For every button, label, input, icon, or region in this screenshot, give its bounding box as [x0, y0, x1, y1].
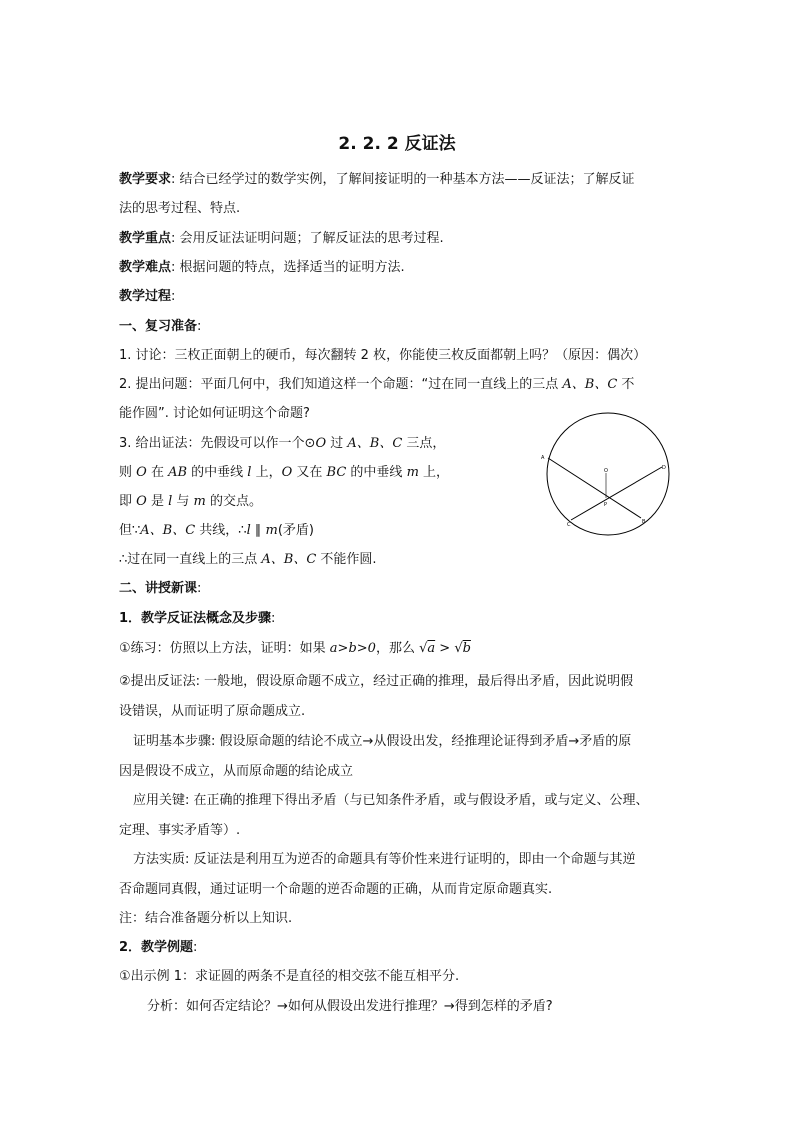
page-title: 2. 2. 2 反证法	[338, 134, 456, 154]
proof-line-1: 3. 给出证法：先假设可以作一个⊙O 过 A、B、C 三点，	[119, 436, 446, 451]
proof-line-2: 则 O 在 AB 的中垂线 l 上，O 又在 BC 的中垂线 m 上，	[119, 465, 450, 480]
sqrt-b: √b	[454, 641, 471, 656]
example-1: ①出示例 1：求证圆的两条不是直径的相交弦不能互相平分.	[119, 969, 460, 984]
label-p: P	[604, 502, 608, 508]
teaching-difficulty: 教学难点: 根据问题的特点，选择适当的证明方法.	[119, 260, 405, 275]
label-b: B	[642, 519, 646, 525]
analysis-line: 分析：如何否定结论？→如何从假设出发进行推理？→得到怎样的矛盾?	[147, 999, 553, 1014]
proof-conclusion: ∴过在同一直线上的三点 A、B、C 不能作圆.	[119, 552, 377, 567]
basic-steps-line-2: 因是假设不成立，从而原命题的结论成立	[119, 764, 354, 779]
label-o: O	[604, 468, 608, 474]
teaching-process-heading: 教学过程:	[119, 289, 176, 304]
section-new-lesson-heading: 二、讲授新课:	[119, 581, 202, 596]
chord-c-d	[571, 467, 662, 520]
label-c: C	[567, 522, 571, 528]
method-essence-line-1: 方法实质: 反证法是利用互为逆否的命题具有等价性来进行证明的，即由一个命题与其逆	[133, 852, 636, 867]
question-1: 1. 讨论：三枚正面朝上的硬币，每次翻转 2 枚，你能使三枚反面都朝上吗？（原因：偶次）	[119, 348, 647, 363]
chord-a-b	[548, 458, 641, 518]
question-2-line-1: 2. 提出问题：平面几何中，我们知道这样一个命题：“过在同一直线上的三点 A、B、C 不	[119, 377, 635, 392]
note-line: 注：结合准备题分析以上知识.	[119, 911, 293, 926]
subsection-concept-heading: 1．教学反证法概念及步骤:	[119, 611, 276, 626]
teaching-requirement-line-2: 法的思考过程、特点.	[119, 201, 241, 216]
circle-geometry-figure	[538, 410, 678, 540]
proof-by-contradiction-line-1: ②提出反证法: 一般地，假设原命题不成立，经过正确的推理，最后得出矛盾，因此说明假	[119, 674, 634, 689]
subsection-examples-heading: 2．教学例题:	[119, 940, 198, 955]
sqrt-a: √a	[419, 641, 436, 656]
exercise-line: ①练习：仿照以上方法，证明：如果 a>b>0，那么 √a > √b	[119, 641, 471, 656]
teaching-requirement-line-1: 教学要求: 结合已经学过的数学实例，了解间接证明的一种基本方法——反证法；了解反证	[119, 172, 635, 187]
application-key-line-1: 应用关键: 在正确的推理下得出矛盾（与已知条件矛盾，或与假设矛盾，或与定义、公理、	[133, 793, 649, 808]
method-essence-line-2: 否命题同真假，通过证明一个命题的逆否命题的正确，从而肯定原命题真实.	[119, 882, 553, 897]
basic-steps-line-1: 证明基本步骤: 假设原命题的结论不成立→从假设出发，经推理论证得到矛盾→矛盾的原	[133, 734, 632, 749]
label-d: D	[662, 465, 666, 471]
label-a: A	[541, 455, 545, 461]
proof-line-3: 即 O 是 l 与 m 的交点。	[119, 494, 262, 509]
application-key-line-2: 定理、事实矛盾等）.	[119, 823, 241, 838]
requirement-label: 教学要求	[119, 172, 172, 187]
section-review-heading: 一、复习准备:	[119, 319, 202, 334]
question-2-line-2: 能作圆”. 讨论如何证明这个命题?	[119, 406, 310, 421]
teaching-key-point: 教学重点: 会用反证法证明问题；了解反证法的思考过程.	[119, 231, 444, 246]
proof-line-4: 但∵A、B、C 共线，∴l ∥ m(矛盾)	[119, 523, 314, 538]
proof-by-contradiction-line-2: 设错误，从而证明了原命题成立.	[119, 704, 306, 719]
